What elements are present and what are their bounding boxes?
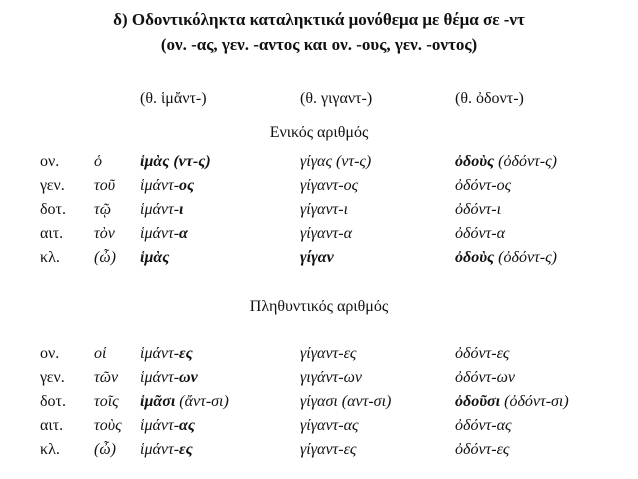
form-imas [140, 177, 194, 195]
article-text: οἱ [94, 345, 107, 362]
case-name: αιτ. [40, 225, 64, 242]
form-ending: ὀδόντ-ες [455, 441, 510, 458]
form-stem: γίγασι (αντ-σι) [300, 393, 392, 410]
form-odous [455, 177, 511, 195]
form-stem: γίγαντ-α [300, 225, 353, 242]
form-ending: ος [179, 177, 195, 194]
form-odous [455, 369, 515, 387]
singular-heading: Ενικός αριθμός [269, 124, 369, 141]
form-stem: ἱμάντ- [140, 417, 180, 434]
form-odous [455, 417, 511, 435]
form-ending: ὀδόντ-ων [455, 369, 515, 386]
article [94, 393, 119, 411]
article [94, 441, 116, 459]
form-odous [455, 345, 509, 363]
article-text: τοὺς [94, 417, 122, 434]
form-stem: ἱμὰς (ντ-ς) [140, 153, 211, 170]
article-text: τῶν [94, 369, 119, 386]
form-stem: ἱμάντ- [140, 225, 180, 242]
form-imas [140, 249, 169, 267]
article-text: τοῦ [94, 177, 116, 194]
case-name: κλ. [40, 441, 60, 458]
case-label [40, 177, 65, 195]
case-label [40, 393, 66, 411]
form-imas [140, 345, 193, 363]
form-ending: ὀδόντ-ος [455, 177, 512, 194]
case-label [40, 249, 60, 267]
case-label [40, 153, 59, 171]
form-gigas [300, 345, 356, 363]
form-stem: ὀδοῦσι [455, 393, 501, 410]
form-gigas [300, 441, 356, 459]
stem-2: (θ. γιγαντ-) [300, 90, 373, 107]
form-gigas [300, 201, 348, 219]
form-stem: ἱμάντ- [140, 345, 180, 362]
case-label [40, 201, 66, 219]
case-label [40, 417, 63, 435]
form-ending: ες [179, 345, 193, 362]
case-name: αιτ. [40, 417, 64, 434]
article [94, 225, 115, 243]
plural-heading: Πληθυντικός αριθμός [249, 298, 389, 315]
form-gigas [300, 369, 362, 387]
form-odous [455, 249, 557, 267]
case-name: δοτ. [40, 201, 66, 218]
stem-3: (θ. ὀδοντ-) [455, 90, 524, 107]
form-stem: γίγαντ-ος [300, 177, 359, 194]
form-ending: ὀδόντ-α [455, 225, 505, 242]
title-line-1: δ) Οδοντικόληκτα καταληκτικά μονόθεμα με θέμα σε -ντ [113, 10, 525, 29]
case-label [40, 225, 63, 243]
form-gigas [300, 393, 391, 411]
article [94, 201, 111, 219]
article [94, 249, 116, 267]
article-text: (ὦ) [94, 249, 116, 266]
case-label [40, 345, 59, 363]
form-imas [140, 153, 211, 171]
form-stem: ἱμάντ- [140, 201, 180, 218]
form-ending: ὀδόντ-ας [455, 417, 512, 434]
case-label [40, 369, 65, 387]
form-odous [455, 441, 509, 459]
form-odous [455, 201, 501, 219]
form-gigas [300, 225, 352, 243]
form-stem: ἱμάντ- [140, 177, 180, 194]
form-gigas [300, 249, 334, 267]
article [94, 345, 106, 363]
form-imas [140, 441, 193, 459]
form-ending: ων [179, 369, 198, 386]
form-imas [140, 225, 188, 243]
stem-1: (θ. ἱμἄντ-) [140, 90, 207, 107]
article-text: τοῖς [94, 393, 119, 410]
form-stem: γιγάντ-ων [300, 369, 363, 386]
form-ending: (ὀδόντ-σι) [500, 393, 569, 410]
case-name: γεν. [40, 177, 65, 194]
form-ending: ες [179, 441, 193, 458]
article-text: τὸν [94, 225, 115, 242]
article-text: (ὦ) [94, 441, 116, 458]
article-text: τῷ [94, 201, 112, 218]
case-name: ον. [40, 153, 60, 170]
form-ending: α [179, 225, 188, 242]
form-stem: ἱμάντ- [140, 441, 180, 458]
article [94, 153, 102, 171]
case-label [40, 441, 60, 459]
case-name: γεν. [40, 369, 65, 386]
form-stem: ἱμᾶσι [140, 393, 176, 410]
form-ending: γίγαν [300, 249, 334, 266]
form-odous [455, 393, 569, 411]
article [94, 177, 115, 195]
case-name: κλ. [40, 249, 60, 266]
form-ending: ὀδόντ-ες [455, 345, 510, 362]
form-ending: (ἄντ-σι) [175, 393, 229, 410]
form-stem: γίγαντ-ας [300, 417, 359, 434]
form-imas [140, 201, 183, 219]
form-stem: ἱμάντ- [140, 369, 180, 386]
form-ending: ὀδόντ-ι [455, 201, 502, 218]
title-line-2: (ον. -ας, γεν. -αντος και ον. -ους, γεν. -οντος) [160, 35, 478, 54]
form-gigas [300, 153, 371, 171]
form-imas [140, 393, 229, 411]
form-ending: (ὀδόντ-ς) [494, 249, 557, 266]
form-stem: γίγαντ-ες [300, 345, 357, 362]
form-stem: γίγας (ντ-ς) [300, 153, 372, 170]
article [94, 369, 118, 387]
form-stem: ὀδοὺς [455, 153, 495, 170]
article-text: ὁ [94, 153, 102, 170]
form-stem: γίγαντ-ι [300, 201, 349, 218]
form-imas [140, 369, 198, 387]
form-stem: γίγαντ-ες [300, 441, 357, 458]
form-ending: ι [179, 201, 184, 218]
case-name: ον. [40, 345, 60, 362]
form-ending: ας [179, 417, 196, 434]
form-stem: ἱμὰς [140, 249, 170, 266]
form-imas [140, 417, 195, 435]
form-stem: ὀδοὺς [455, 249, 495, 266]
form-odous [455, 153, 557, 171]
form-gigas [300, 177, 358, 195]
form-gigas [300, 417, 359, 435]
form-ending: (ὀδόντ-ς) [494, 153, 557, 170]
case-name: δοτ. [40, 393, 66, 410]
form-odous [455, 225, 505, 243]
article [94, 417, 122, 435]
